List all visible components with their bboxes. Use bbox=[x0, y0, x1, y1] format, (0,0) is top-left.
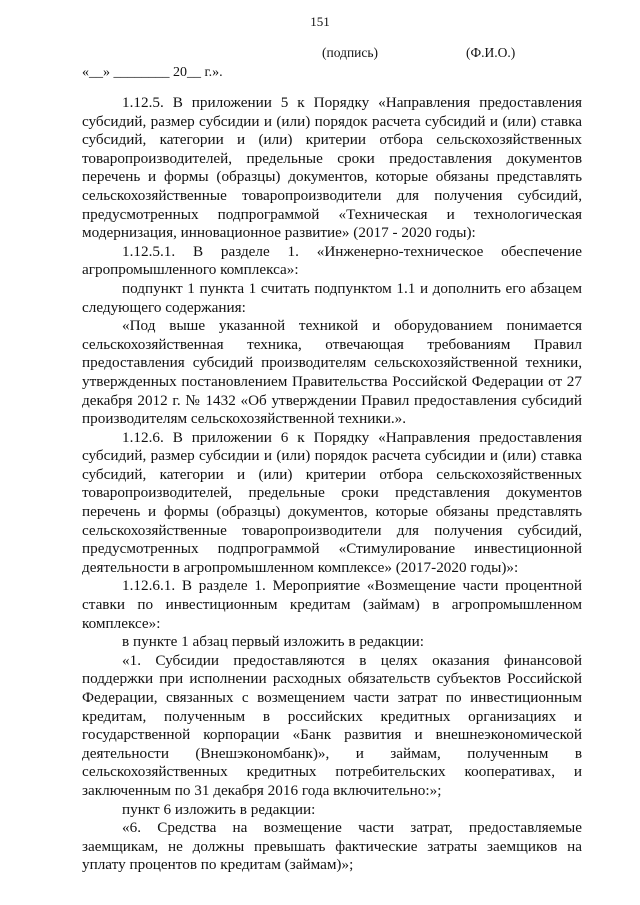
paragraph-quote-funds: «6. Средства на возмещение части затрат, предоставляемые заемщикам, не должны превышать фактические затраты заемщиков на уплату процентов по кредитам (займам)»; bbox=[82, 819, 582, 874]
paragraph-quote-subsidies: «1. Субсидии предоставляются в целях оказания финансовой поддержки при исполнении расходных обязательств субъектов Российской Федерации, связанных с возмещением части затрат по инвестиционным кредитам, полученным в российских кредитных организациях и государственной корпорации «Банк развития и внешнеэкономической деятельности (Внешэкономбанк)», и займам, полученным в сельскохозяйственных кредитных потребительских кооперативах, и заключенным по 31 декабря 2016 года включительно:»; bbox=[82, 651, 582, 799]
paragraph-1-12-5-1: 1.12.5.1. В разделе 1. «Инженерно-техническое обеспечение агропромышленного комплекса»: bbox=[82, 242, 582, 279]
paragraph-1-12-6: 1.12.6. В приложении 6 к Порядку «Направления предоставления субсидий, размер субсидии и (или) порядок расчета субсидии и (или) ставка субсидий, категории и (или) критерии отбора сельскохозяйственных товаропроизводителей, предельные сроки представления документов перечень и формы (образцы) документов, которые обязаны представлять сельскохозяйственные товаропроизводители для получения субсидий, предусмотренных подпрограммой «Стимулирование инвестиционной деятельности в агропромышленном комплексе» (2017-2020 годы)»: bbox=[82, 428, 582, 576]
paragraph-1-12-6-1: 1.12.6.1. В разделе 1. Мероприятие «Возмещение части процентной ставки по инвестиционным кредитам (займам) в агропромышленном комплексе»: bbox=[82, 577, 582, 632]
signature-label: (подпись) bbox=[322, 45, 379, 60]
paragraph-quote-technique: «Под выше указанной техникой и оборудованием понимается сельскохозяйственная техника, отвечающая требованиям Правил предоставления субсидий производителям сельскохозяйственной техники, утвержденных постановлением Правительства Российской Федерации от 27 декабря 2012 г. № 1432 «Об утверждении Правил предоставления субсидий производителям сельскохозяйственной техники.». bbox=[82, 317, 582, 428]
document-body bbox=[82, 94, 582, 875]
paragraph-point-1: в пункте 1 абзац первый изложить в редакции: bbox=[122, 633, 424, 651]
name-label: (Ф.И.О.) bbox=[466, 45, 516, 60]
paragraph-point-6: пункт 6 изложить в редакции: bbox=[122, 800, 316, 818]
page-number: 151 bbox=[310, 14, 330, 29]
paragraph-subpoint: подпункт 1 пункта 1 считать подпунктом 1.1 и дополнить его абзацем следующего содержания: bbox=[82, 279, 582, 316]
paragraph-1-12-5: 1.12.5. В приложении 5 к Порядку «Направления предоставления субсидий, размер субсидии и (или) порядок расчета субсидий и (или) ставка субсидий, категории и (или) критерии отбора сельскохозяйственных товаропроизводителей, предельные сроки предоставления документов перечень и формы (образцы) документов, которые обязаны представлять сельскохозяйственные товаропроизводители для получения субсидий, предусмотренных подпрограммой «Техническая и технологическая модернизация, инновационное развитие» (2017 - 2020 годы): bbox=[82, 94, 582, 242]
date-line: «__» ________ 20__ г.». bbox=[82, 65, 223, 80]
